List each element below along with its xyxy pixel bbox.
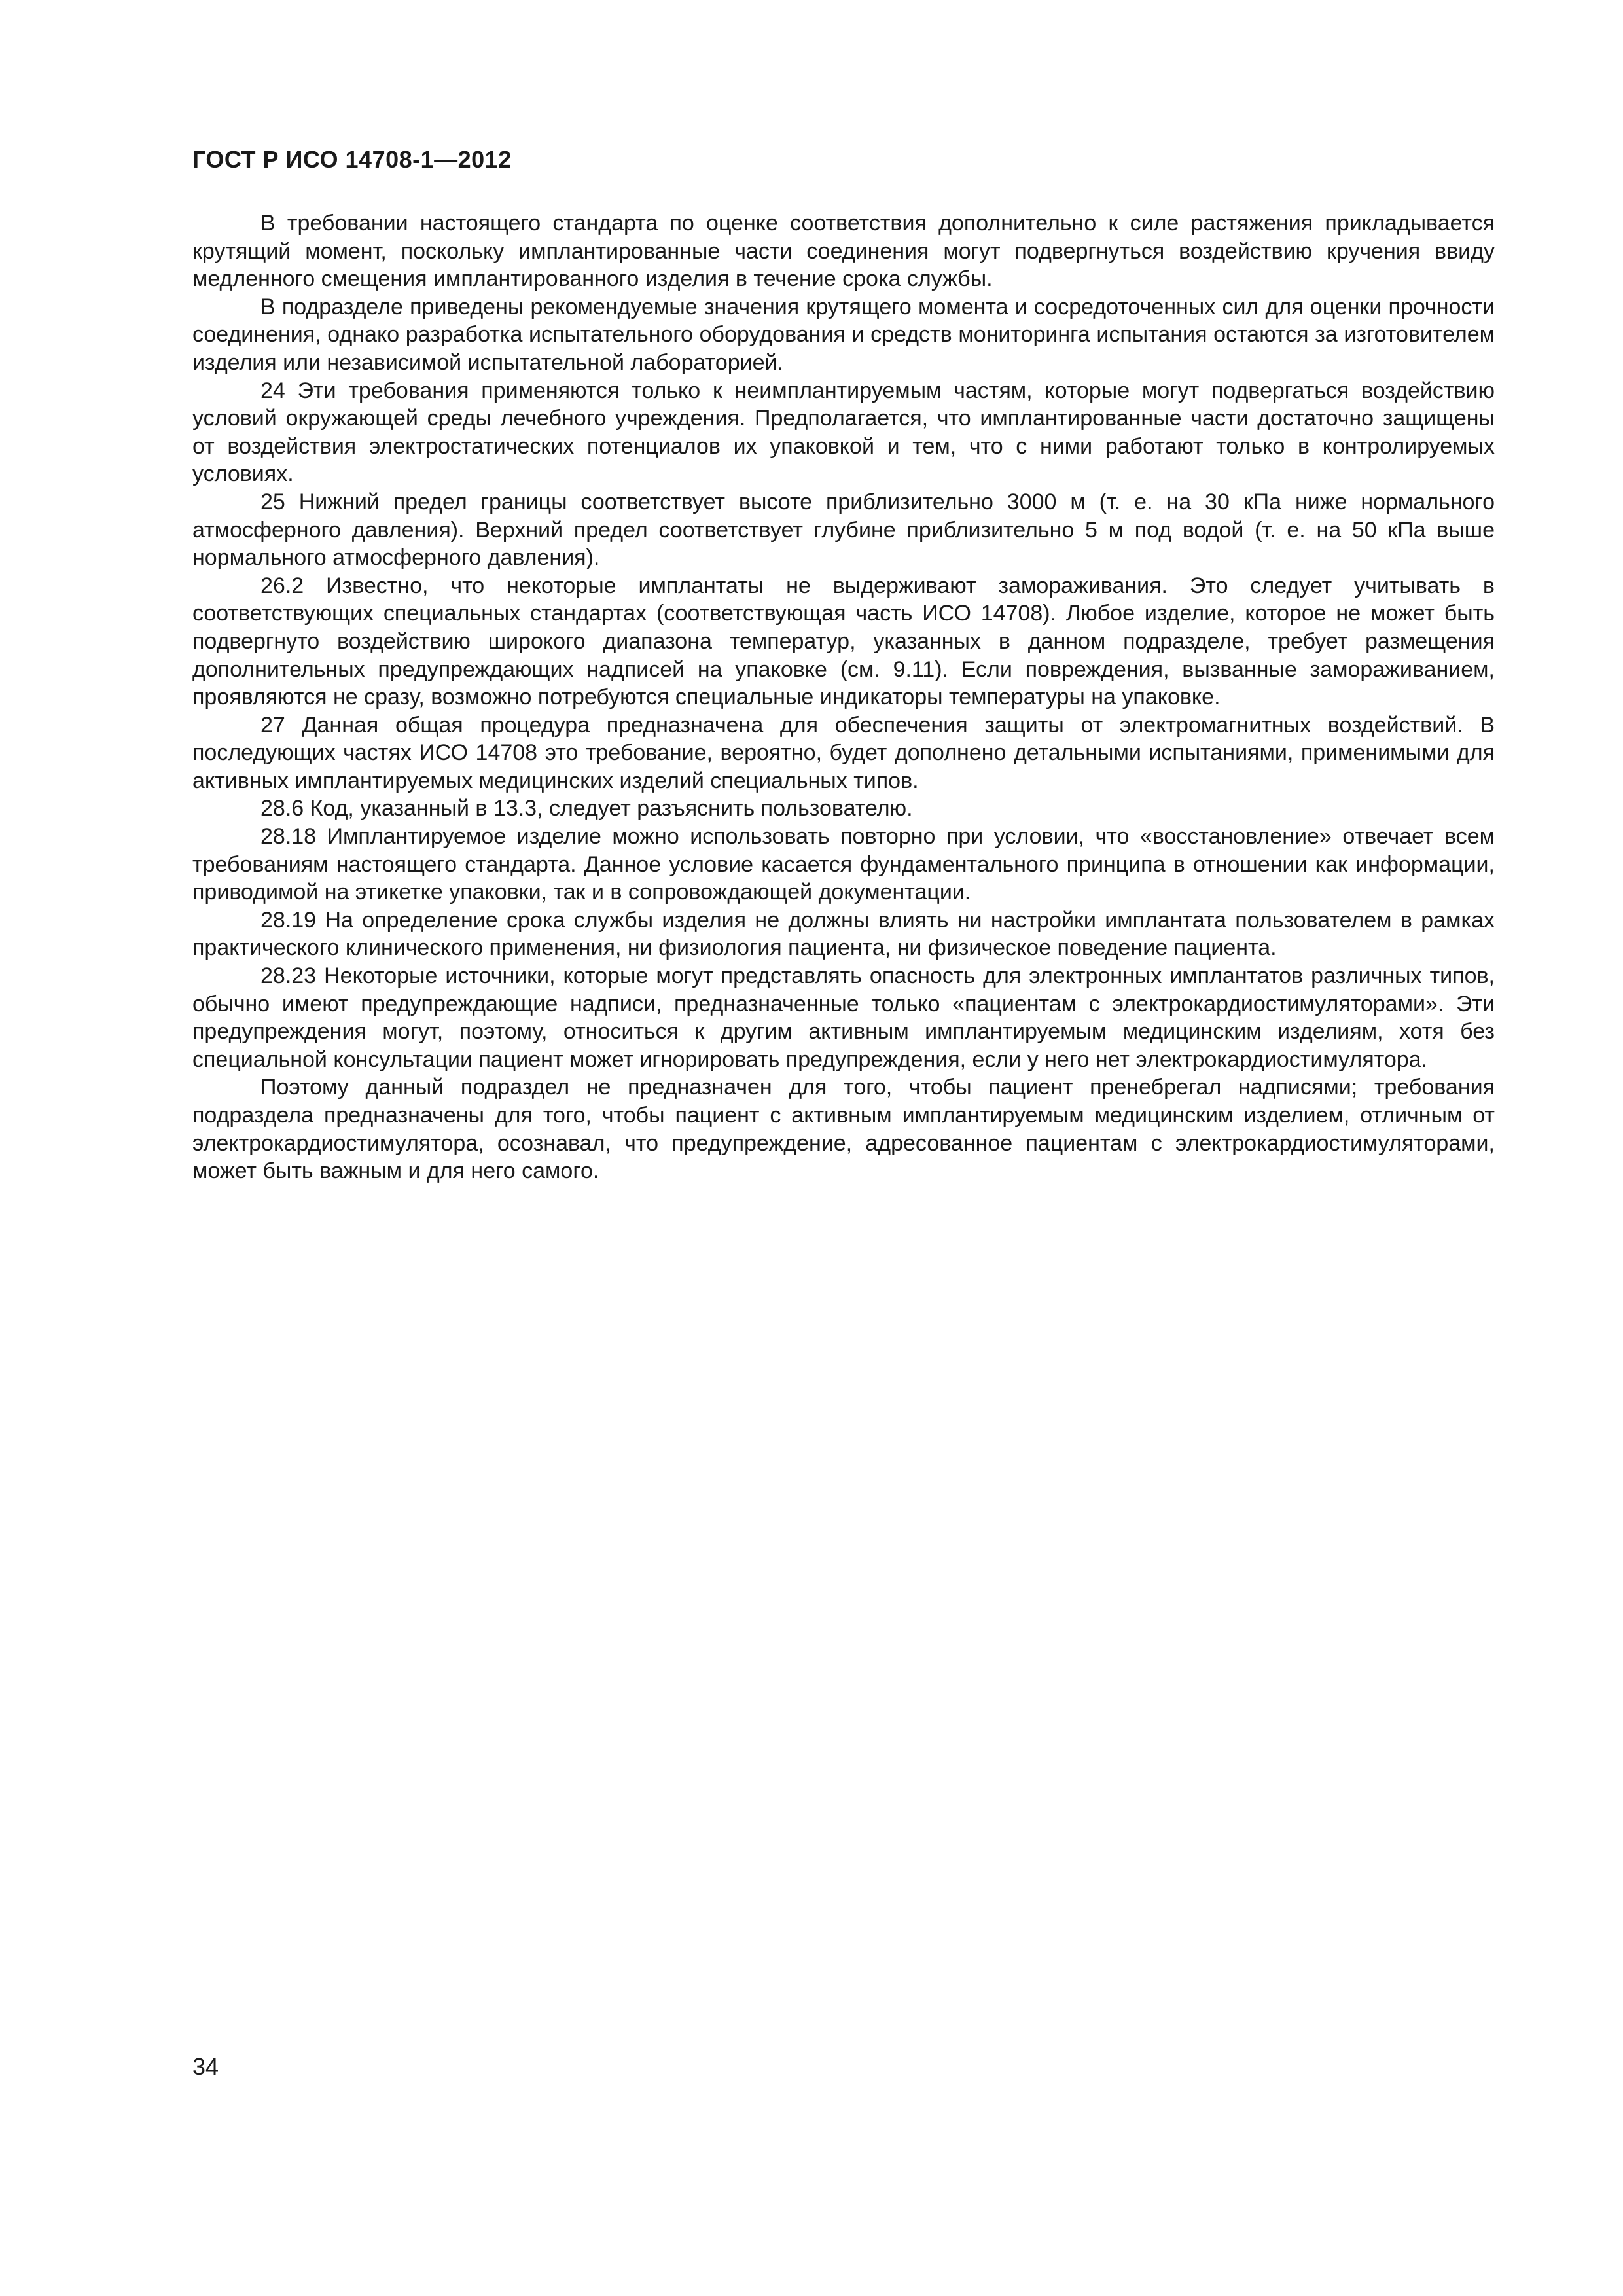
paragraph-26-2: 26.2 Известно, что некоторые имплантаты не выдерживают замораживания. Это следует учитывать в соответствующих специальных стандартах (соответствующая часть ИСО 14708). Любое изделие, которое не может быть подвергнуто воздействию широкого диапазона температур, указанных в данном подразделе, требует размещения дополнительных предупреждающих надписей на упаковке (см. 9.11). Если повреждения, вызванные замораживанием, проявляются не сразу, возможно потребуются специальные индикаторы температуры на упаковке.: [192, 573, 1495, 710]
paragraph-conclusion: Поэтому данный подраздел не предназначен для того, чтобы пациент пренебрегал надписями; требования подраздела предназначены для того, чтобы пациент с активным имплантируемым медицинским изделием, отличным от электрокардиостимулятора, осознавал, что предупреждение, адресованное пациентам с электрокардиостимуляторами, может быть важным и для него самого.: [192, 1075, 1495, 1184]
paragraph-connection-strength: В подразделе приведены рекомендуемые значения крутящего момента и сосредоточенных сил для оценки прочности соединения, однако разработка испытательного оборудования и средств мониторинга испытания остаются за изготовителем изделия или независимой испытательной лабораторией.: [192, 294, 1495, 375]
document-body: [192, 209, 1495, 1185]
paragraph-25: 25 Нижний предел границы соответствует высоте приблизительно 3000 м (т. е. на 30 кПа ниже нормального атмосферного давления). Верхний предел соответствует глубине приблизительно 5 м под водой (т. е. на 50 кПа выше нормального атмосферного давления).: [192, 489, 1495, 571]
paragraph-28-18: 28.18 Имплантируемое изделие можно использовать повторно при условии, что «восстановление» отвечает всем требованиям настоящего стандарта. Данное условие касается фундаментального принципа в отношении как информации, приводимой на этикетке упаковки, так и в сопровождающей документации.: [192, 824, 1495, 905]
document-header: ГОСТ Р ИСО 14708-1—2012: [192, 146, 512, 173]
paragraph-28-6: 28.6 Код, указанный в 13.3, следует разъяснить пользователю.: [260, 796, 913, 821]
page-number: 34: [192, 2053, 219, 2080]
paragraph-28-19: 28.19 На определение срока службы изделия не должны влиять ни настройки имплантата пользователем в рамках практического клинического применения, ни физиология пациента, ни физическое поведение пациента.: [192, 907, 1495, 961]
paragraph-24: 24 Эти требования применяются только к неимплантируемым частям, которые могут подвергаться воздействию условий окружающей среды лечебного учреждения. Предполагается, что имплантированные части достаточно защищены от воздействия электростатических потенциалов их упаковкой и тем, что с ними работают только в контролируемых условиях.: [192, 378, 1495, 487]
paragraph-27: 27 Данная общая процедура предназначена для обеспечения защиты от электромагнитных воздействий. В последующих частях ИСО 14708 это требование, вероятно, будет дополнено детальными испытаниями, применимыми для активных имплантируемых медицинских изделий специальных типов.: [192, 712, 1495, 793]
paragraph-torque: В требовании настоящего стандарта по оценке соответствия дополнительно к силе растяжения прикладывается крутящий момент, поскольку имплантированные части соединения могут подвергнуться воздействию кручения ввиду медленного смещения имплантированного изделия в течение срока службы.: [192, 211, 1495, 292]
paragraph-28-23: 28.23 Некоторые источники, которые могут представлять опасность для электронных имплантатов различных типов, обычно имеют предупреждающие надписи, предназначенные только «пациентам с электрокардиостимуляторами». Эти предупреждения могут, поэтому, относиться к другим активным имплантируемым медицинским изделиям, хотя без специальной консультации пациент может игнорировать предупреждения, если у него нет электрокардиостимулятора.: [192, 963, 1495, 1072]
